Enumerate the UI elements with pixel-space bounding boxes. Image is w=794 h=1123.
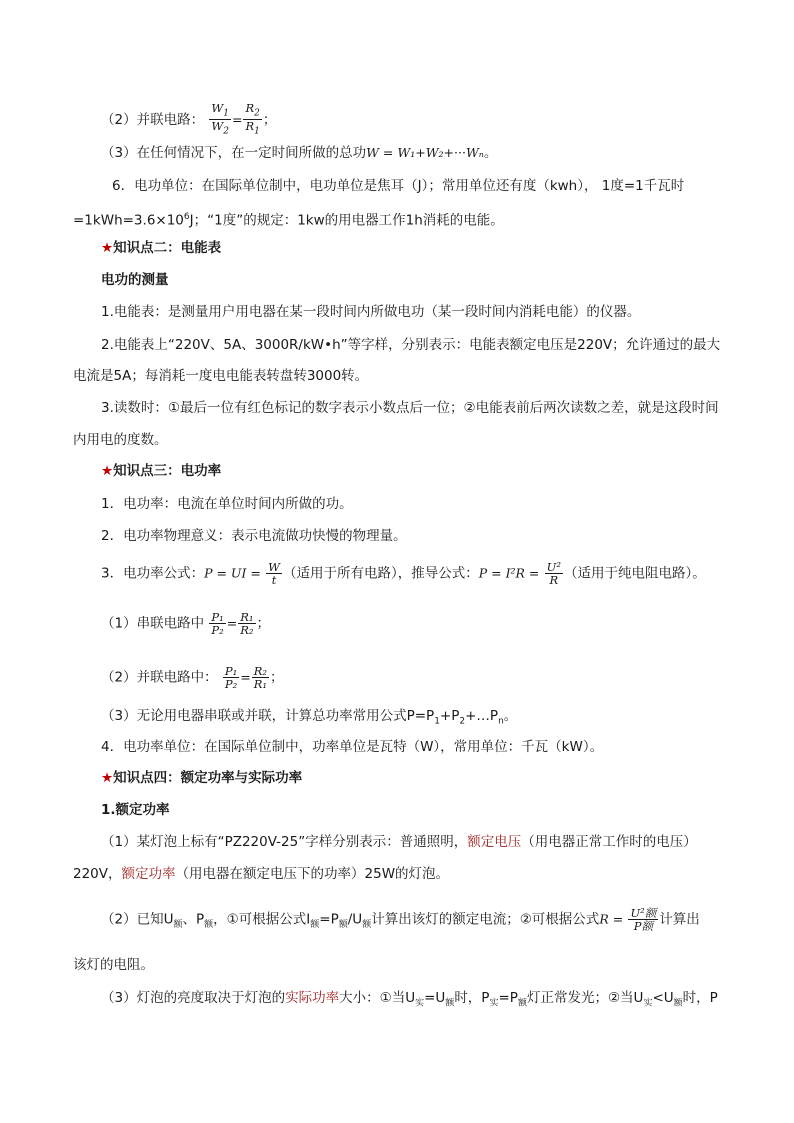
frac-den: P额 <box>633 919 653 933</box>
frac-den: R₁ <box>253 677 268 691</box>
fraction-p1-p2 <box>209 611 225 636</box>
rated-text: ，①可根据公式I <box>213 911 311 928</box>
frac-den: W <box>211 119 224 134</box>
rated-power-title: 1.额定功率 <box>101 802 170 818</box>
frac-num: U² <box>546 560 561 574</box>
formula-note: （适用于所有电路），推导公式： <box>282 565 479 582</box>
unit-text: J；“1度”的规定：1kw的用电器工作1h消耗的电能。 <box>189 212 504 229</box>
work-unit-line2 <box>73 207 504 231</box>
star-icon: ★ <box>101 770 114 786</box>
heading-text: 知识点四：额定功率与实际功率 <box>113 770 303 786</box>
punct: 。 <box>483 145 498 161</box>
meter-point-3b: 内用电的度数。 <box>73 432 168 448</box>
heading-text: 知识点三：电功率 <box>113 463 222 479</box>
frac-num: R₁ <box>240 610 254 624</box>
frac-num: W <box>268 560 280 574</box>
rated-text: （3）灯泡的亮度取决于灯泡的 <box>101 990 286 1006</box>
rated-text: =P <box>319 911 339 928</box>
punct: ； <box>270 669 284 686</box>
frac-num: W <box>211 101 224 115</box>
heading-text: 知识点二：电能表 <box>113 240 222 256</box>
actual-power-term: 实际功率 <box>285 990 340 1006</box>
frac-num: U²额 <box>630 906 657 920</box>
formula-text: R = <box>599 911 624 927</box>
star-icon: ★ <box>101 240 114 256</box>
fraction-w-t <box>266 561 282 586</box>
parallel-work-line: （2）并联电路： $\frac{W_1}{W_2}$ = $\frac{R_2}{R_1}$ ； <box>101 101 277 137</box>
meter-point-1: 1.电能表：是测量用户用电器在某一段时间内所做电功（某一段时间内消耗电能）的仪器。 <box>101 304 641 320</box>
frac-den: P₂ <box>224 677 238 691</box>
sub: 额 <box>338 920 348 931</box>
rated-text: 大小：①当U <box>339 990 416 1006</box>
total-work-text: （3）在任何情况下，在一定时间所做的总功 <box>101 145 367 161</box>
knowledge-point-4-heading <box>101 768 302 788</box>
parallel-label: （2）并联电路中： <box>101 669 218 686</box>
sub: 额 <box>362 920 372 931</box>
formula-text: P = I²R = <box>478 565 540 581</box>
total-text: +P <box>439 708 460 724</box>
punct: 。 <box>503 708 518 724</box>
rated-text: /U <box>347 911 363 928</box>
rated-line-2b: 该灯的电阻。 <box>73 957 154 973</box>
rated-text: 时，P <box>682 990 718 1006</box>
power-point-1: 1．电功率：电流在单位时间内所做的功。 <box>101 496 353 512</box>
unit-sup: 6 <box>183 212 190 222</box>
punct: ； <box>256 615 271 632</box>
total-work-line <box>101 143 497 163</box>
rated-text: 计算出 <box>659 911 700 928</box>
frac-den: R <box>245 119 255 134</box>
unit-text: =1kWh=3.6×10 <box>73 212 184 229</box>
power-point-2: 2．电功率物理意义：表示电流做功快慢的物理量。 <box>101 528 407 544</box>
measure-title: 电功的测量 <box>101 272 169 288</box>
frac-den: R <box>549 573 559 587</box>
rated-line-3 <box>101 988 718 1014</box>
rated-text: =U <box>424 990 446 1006</box>
fraction-p1-p2 <box>223 665 239 690</box>
total-power-line <box>101 706 517 732</box>
sub: 额 <box>173 920 183 931</box>
rated-text: 时，P <box>454 990 490 1006</box>
series-power-line: （1）串联电路中 $\frac{\text{P₁}}{\text{P₂}}$ = $\frac{\text{R₁}}{\text{R₂}}$ ； <box>101 610 271 637</box>
power-formula-label: 3．电功率公式： <box>101 565 205 582</box>
rated-text: <U <box>652 990 674 1006</box>
meter-point-2b: 电流是5A；每消耗一度电电能表转盘转3000转。 <box>73 368 369 384</box>
rated-text: 220V， <box>73 866 122 882</box>
rated-text: 计算出该灯的额定电流；②可根据公式 <box>371 911 600 928</box>
frac-sub: 1 <box>223 108 229 119</box>
rated-text: （1）某灯泡上标有“PZ220V-25”字样分别表示：普通照明， <box>101 834 468 850</box>
frac-sub: 2 <box>223 126 229 137</box>
rated-text: =P <box>498 990 518 1006</box>
fraction-u2-p <box>628 907 658 932</box>
work-unit-line1: 6．电功单位：在国际单位制中，电功单位是焦耳（J）；常用单位还有度（kwh）， 1度=1千瓦时 <box>112 178 685 194</box>
rated-voltage-term: 额定电压 <box>467 834 522 850</box>
fraction-u2-r <box>545 561 563 586</box>
sub: 实 <box>489 998 499 1009</box>
frac-sub: 2 <box>254 108 260 119</box>
sub: 实 <box>415 998 425 1009</box>
rated-line-1b <box>73 864 449 884</box>
total-work-formula: W = W₁+W₂+···Wₙ <box>366 145 484 160</box>
rated-line-2 <box>101 907 700 935</box>
fraction-r2-r1 <box>243 102 261 138</box>
power-formula-line <box>101 561 706 586</box>
parallel-power-line: （2）并联电路中： $\frac{\text{P₁}}{\text{P₂}}$ = $\frac{\text{R₂}}{\text{R₁}}$ ； <box>101 664 284 691</box>
rated-text: 灯正常发光；②当U <box>526 990 644 1006</box>
frac-num: P₁ <box>211 610 224 624</box>
fraction-w1-w2 <box>209 102 231 138</box>
punct: ； <box>262 111 277 128</box>
rated-text: （2）已知U <box>101 911 174 928</box>
rated-text: （用电器在额定电压下的功率）25W的灯泡。 <box>175 866 450 882</box>
series-label: （1）串联电路中 <box>101 615 205 632</box>
sub: 1 <box>434 716 440 727</box>
parallel-work-label: （2）并联电路： <box>101 111 205 128</box>
sub: 额 <box>517 998 527 1009</box>
meter-point-2a: 2.电能表上“220V、5A、3000R/kW•h”等字样，分别表示：电能表额定电压是220V；允许通过的最大 <box>101 337 721 353</box>
frac-den: R₂ <box>240 623 254 637</box>
formula-text: P = UI = <box>204 565 261 581</box>
rated-power-term: 额定功率 <box>121 866 176 882</box>
sub: n <box>498 716 504 727</box>
sub: 2 <box>459 716 466 727</box>
frac-den: t <box>271 573 277 587</box>
star-icon: ★ <box>101 463 114 479</box>
frac-num: R₂ <box>253 664 268 678</box>
rated-text: 、P <box>182 911 205 928</box>
knowledge-point-3-heading <box>101 461 221 481</box>
frac-sub: 1 <box>254 126 260 137</box>
frac-num: P₁ <box>224 664 238 678</box>
total-text: （3）无论用电器串联或并联，计算总功率常用公式P=P <box>101 708 435 724</box>
sub: 实 <box>643 998 653 1009</box>
sub: 额 <box>445 998 455 1009</box>
frac-den: P₂ <box>211 623 224 637</box>
fraction-r1-r2 <box>238 611 255 636</box>
fraction-r2-r1 <box>252 665 269 690</box>
knowledge-point-2-heading <box>101 238 221 258</box>
frac-num: R <box>245 101 255 115</box>
sub: 额 <box>673 998 683 1009</box>
rated-line-1a <box>101 832 697 852</box>
total-text: +…P <box>465 708 499 724</box>
power-point-4: 4．电功率单位：在国际单位制中，功率单位是瓦特（W），常用单位：千瓦（kW）。 <box>101 739 604 755</box>
formula-note: （适用于纯电阻电路）。 <box>563 565 706 582</box>
sub: 额 <box>204 920 214 931</box>
sub: 额 <box>310 920 320 931</box>
rated-text: （用电器正常工作时的电压） <box>521 834 697 850</box>
meter-point-3a: 3.读数时：①最后一位有红色标记的数字表示小数点后一位；②电能表前后两次读数之差，就是这段时间 <box>101 400 719 416</box>
